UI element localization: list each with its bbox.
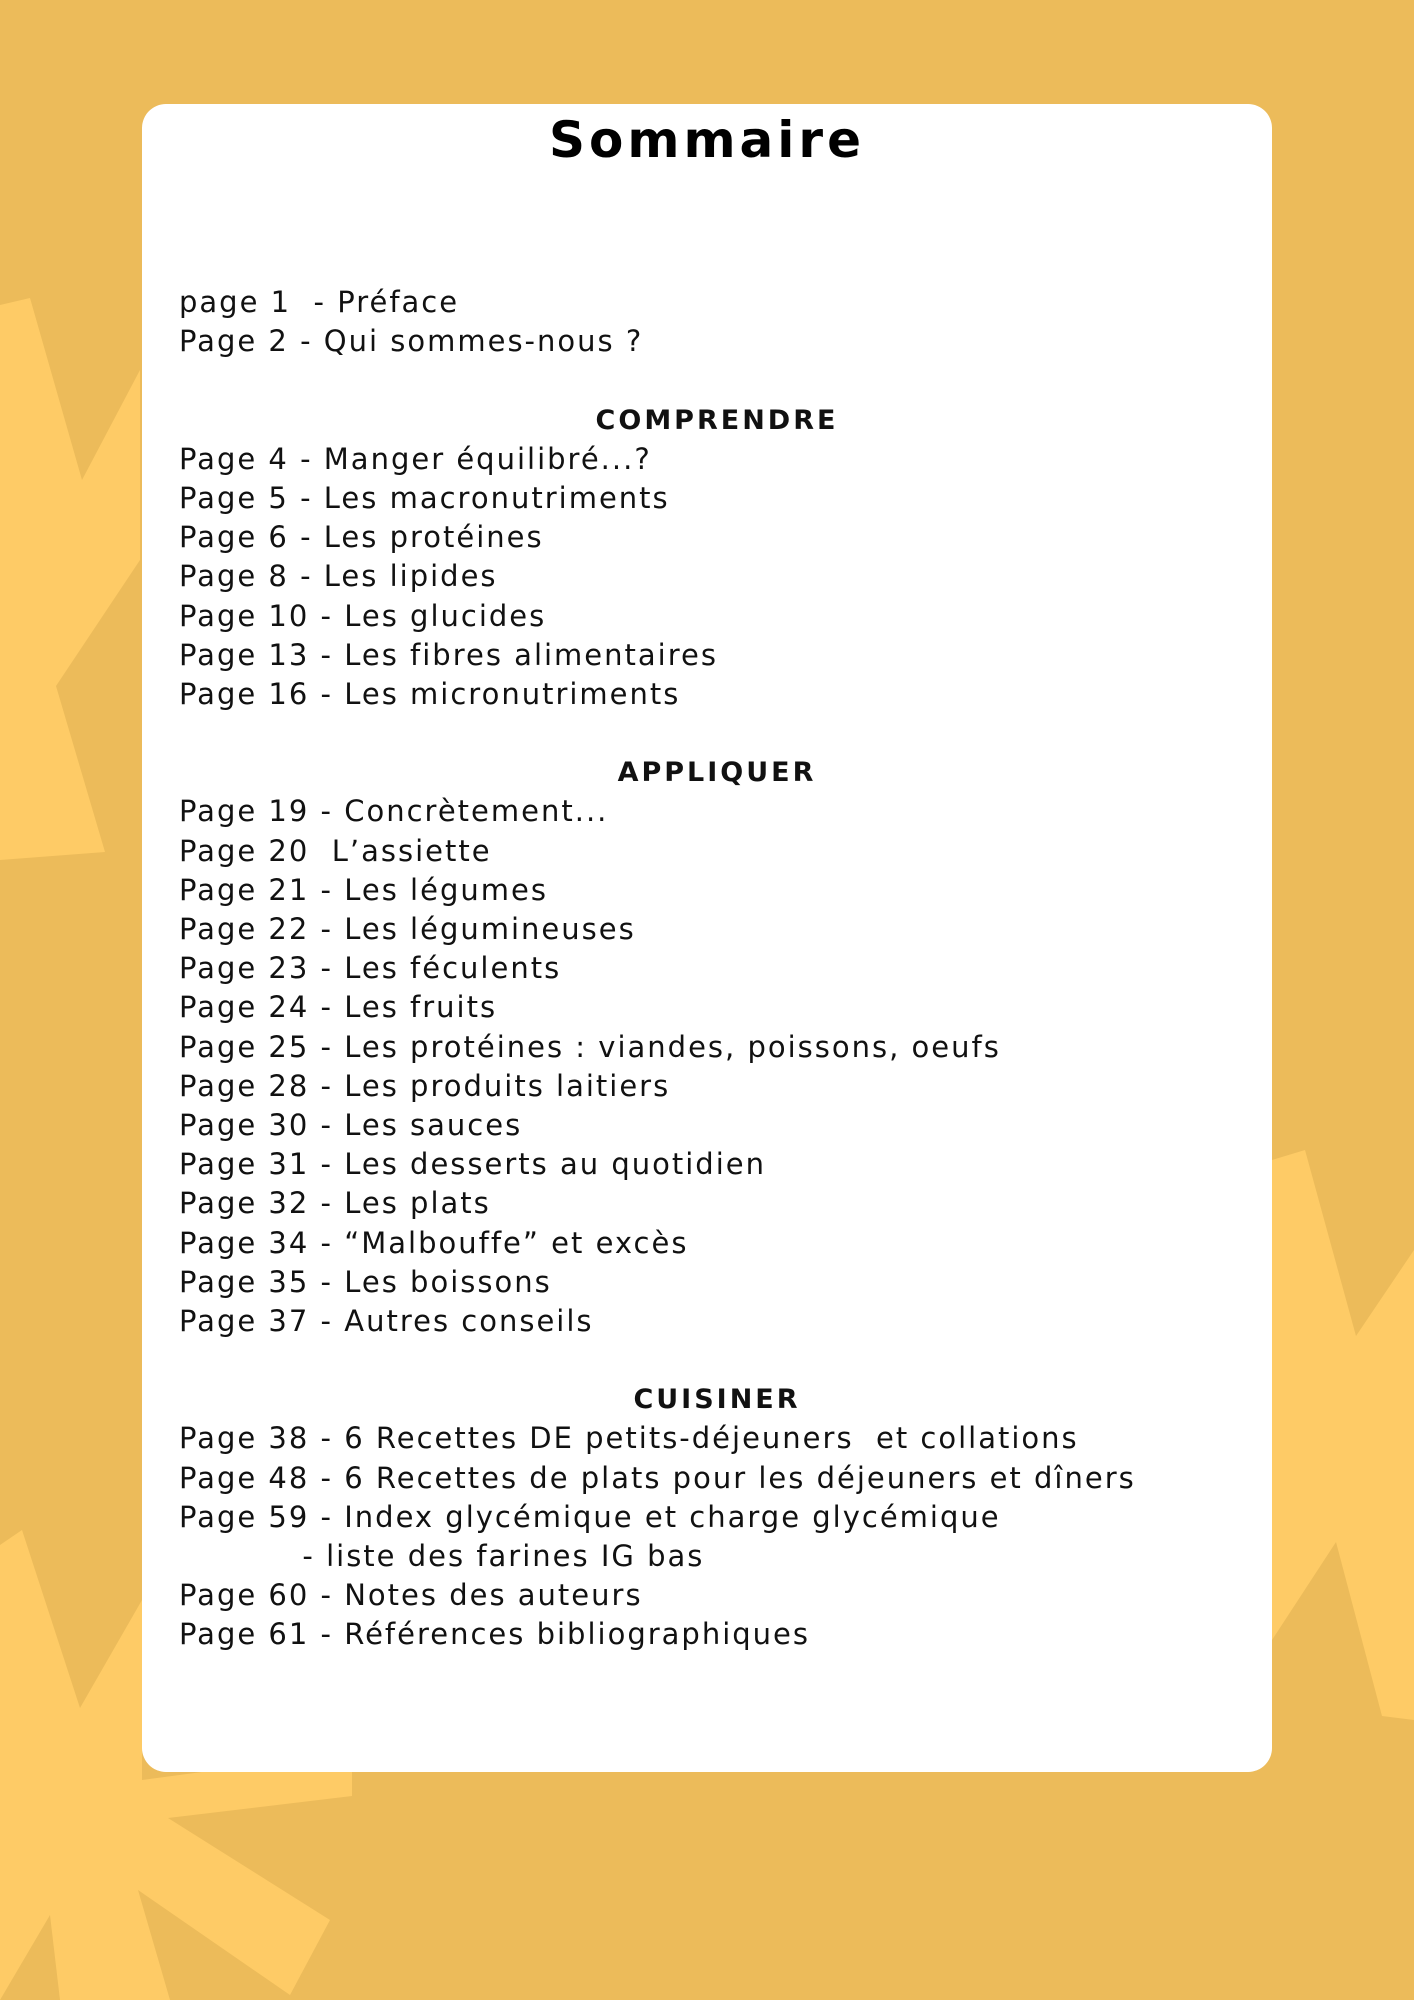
toc-entry[interactable]: Page 23 - Les féculents [179,951,562,986]
toc-entry-qui-sommes-nous[interactable]: Page 2 - Qui sommes-nous ? [179,324,644,359]
toc-entry[interactable]: Page 20 L’assiette [179,833,492,868]
toc-entry[interactable]: Page 35 - Les boissons [179,1264,552,1299]
toc-entry[interactable]: Page 37 - Autres conseils [179,1303,594,1338]
toc-entry[interactable]: Page 28 - Les produits laitiers [179,1068,671,1103]
toc-entry[interactable]: Page 6 - Les protéines [179,520,544,555]
toc-entry-continuation: - liste des farines IG bas [179,1539,705,1573]
toc-entry[interactable]: Page 24 - Les fruits [179,990,498,1025]
toc-entry[interactable]: Page 5 - Les macronutriments [179,480,670,515]
section-heading-appliquer: APPLIQUER [617,757,817,789]
spacer [179,1341,1259,1380]
page-title: Sommaire [548,111,865,169]
asterisk-decoration-icon [1272,1150,1414,1720]
toc-entry[interactable]: Page 25 - Les protéines : viandes, poissons, oeufs [179,1029,1001,1064]
toc-entry[interactable]: Page 13 - Les fibres alimentaires [179,637,718,672]
toc-entry[interactable]: Page 4 - Manger équilibré...? [179,441,652,476]
toc-entry-preface[interactable]: page 1 - Préface [179,285,460,319]
spacer [179,361,1259,400]
toc-entry[interactable]: Page 60 - Notes des auteurs [179,1578,643,1613]
section-heading-cuisiner: CUISINER [633,1384,801,1416]
toc-entry[interactable]: Page 38 - 6 Recettes DE petits-déjeuners et collations [179,1421,1079,1456]
toc-entry[interactable]: Page 59 - Index glycémique et charge glycémique [179,1499,1001,1534]
toc-entry[interactable]: Page 19 - Concrètement... [179,794,609,829]
asterisk-decoration-icon [0,298,140,860]
toc-entry[interactable]: Page 31 - Les desserts au quotidien [179,1147,766,1182]
section-heading-comprendre: COMPRENDRE [595,404,839,436]
toc-entry[interactable]: Page 34 - “Malbouffe” et excès [179,1225,689,1260]
spacer [179,714,1259,753]
toc-entry[interactable]: Page 32 - Les plats [179,1186,491,1221]
toc-entry[interactable]: Page 16 - Les micronutriments [179,676,681,711]
toc-entry[interactable]: Page 10 - Les glucides [179,598,547,633]
toc-entry[interactable]: Page 21 - Les légumes [179,872,548,907]
toc-entry[interactable]: Page 22 - Les légumineuses [179,912,636,946]
toc-entry[interactable]: Page 8 - Les lipides [179,559,498,594]
toc-entry[interactable]: Page 61 - Références bibliographiques [179,1617,811,1652]
toc-entry[interactable]: Page 30 - Les sauces [179,1107,523,1142]
toc-entry[interactable]: Page 48 - 6 Recettes de plats pour les déjeuners et dîners [179,1460,1136,1495]
table-of-contents [179,283,1259,1655]
